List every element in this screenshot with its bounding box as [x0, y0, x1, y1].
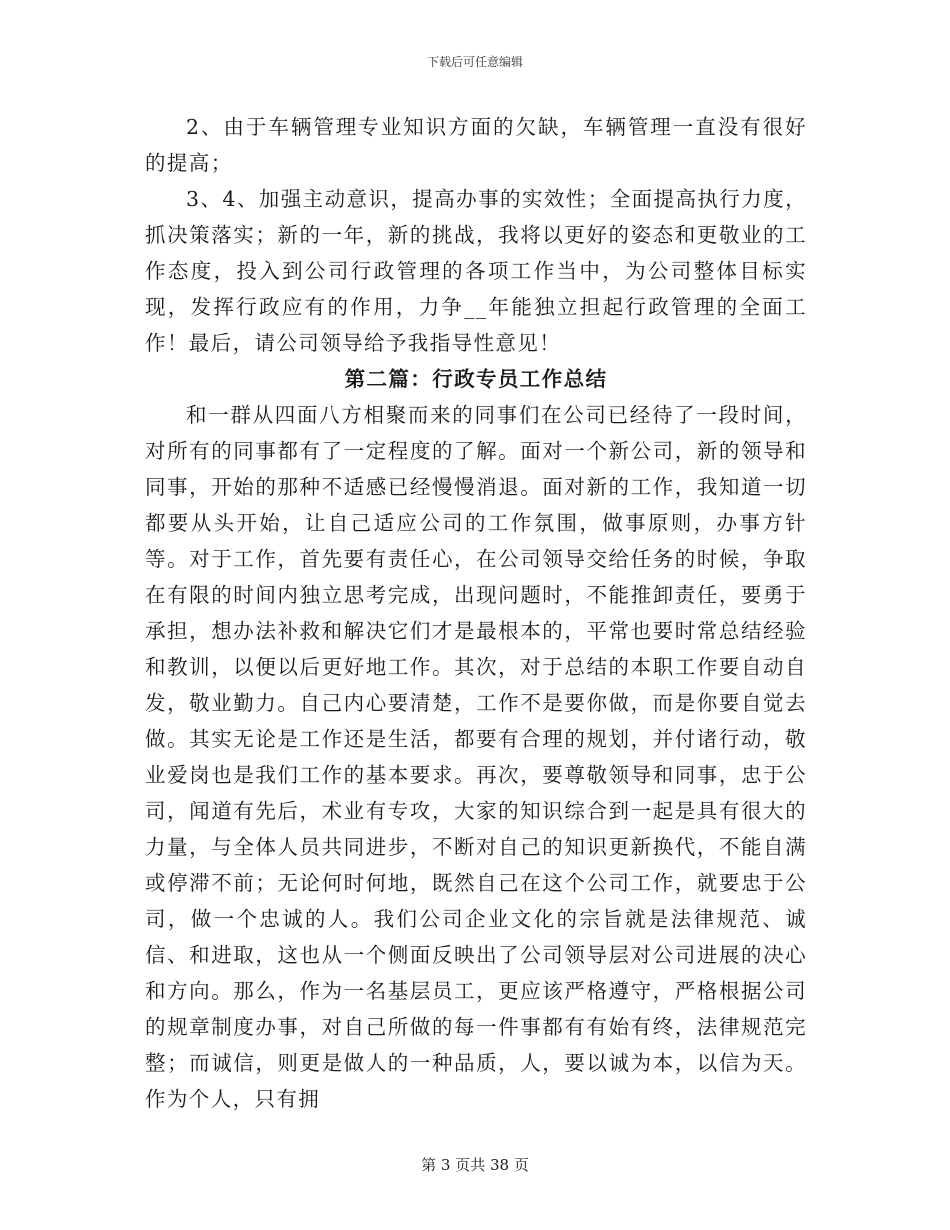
paragraph-vehicle-management: 2、由于车辆管理专业知识方面的欠缺，车辆管理一直没有很好的提高； — [145, 115, 807, 175]
section-title: 第二篇：行政专员工作总结 — [344, 367, 608, 391]
paragraph-work-summary: 和一群从四面八方相聚而来的同事们在公司已经待了一段时间，对所有的同事都有了一定程度的了解。面对一个新公司，新的领导和同事，开始的那种不适感已经慢慢消退。面对新的工作，我知道一切都要从头开始，让自己适应公司的工作氛围，做事原则，办事方针等。对于工作，首先要有责任心，在公司领导交给任务的时候，争取在有限的时间内独立思考完成，出现问题时，不能推卸责任，要勇于承担，想办法补救和解决它们才是最根本的，平常也要时常总结经验和教训，以便以后更好地工作。其次，对于总结的本职工作要自动自发，敬业勤力。自己内心要清楚，工作不是要你做，而是你要自觉去做。其实无论是工作还是生活，都要有合理的规划，并付诸行动，敬业爱岗也是我们工作的基本要求。再次，要尊敬领导和同事，忠于公司，闻道有先后，术业有专攻，大家的知识综合到一起是具有很大的力量，与全体人员共同进步，不断对自己的知识更新换代，不能自满或停滞不前；无论何时何地，既然自己在这个公司工作，就要忠于公司，做一个忠诚的人。我们公司企业文化的宗旨就是法律规范、诚信、和进取，这也从一个侧面反映出了公司领导层对公司进展的决心和方向。那么，作为一名基层员工，更应该严格遵守，严格根据公司的规章制度办事，对自己所做的每一件事都有有始有终，法律规范完整；而诚信，则更是做人的一种品质，人，要以诚为本，以信为天。作为个人，只有拥 — [145, 403, 807, 1111]
paragraph-initiative: 3、4、加强主动意识，提高办事的实效性；全面提高执行力度，抓决策落实；新的一年，新的挑战，我将以更好的姿态和更敬业的工作态度，投入到公司行政管理的各项工作当中，为公司整体目标实现，发挥行政应有的作用，力争__年能独立担起行政管理的全面工作！最后，请公司领导给予我指导性意见！ — [145, 187, 807, 355]
document-body — [145, 109, 807, 1117]
page-number: 第 3 页共 38 页 — [421, 1156, 529, 1174]
page-header: 下载后可任意编辑 — [426, 55, 523, 69]
